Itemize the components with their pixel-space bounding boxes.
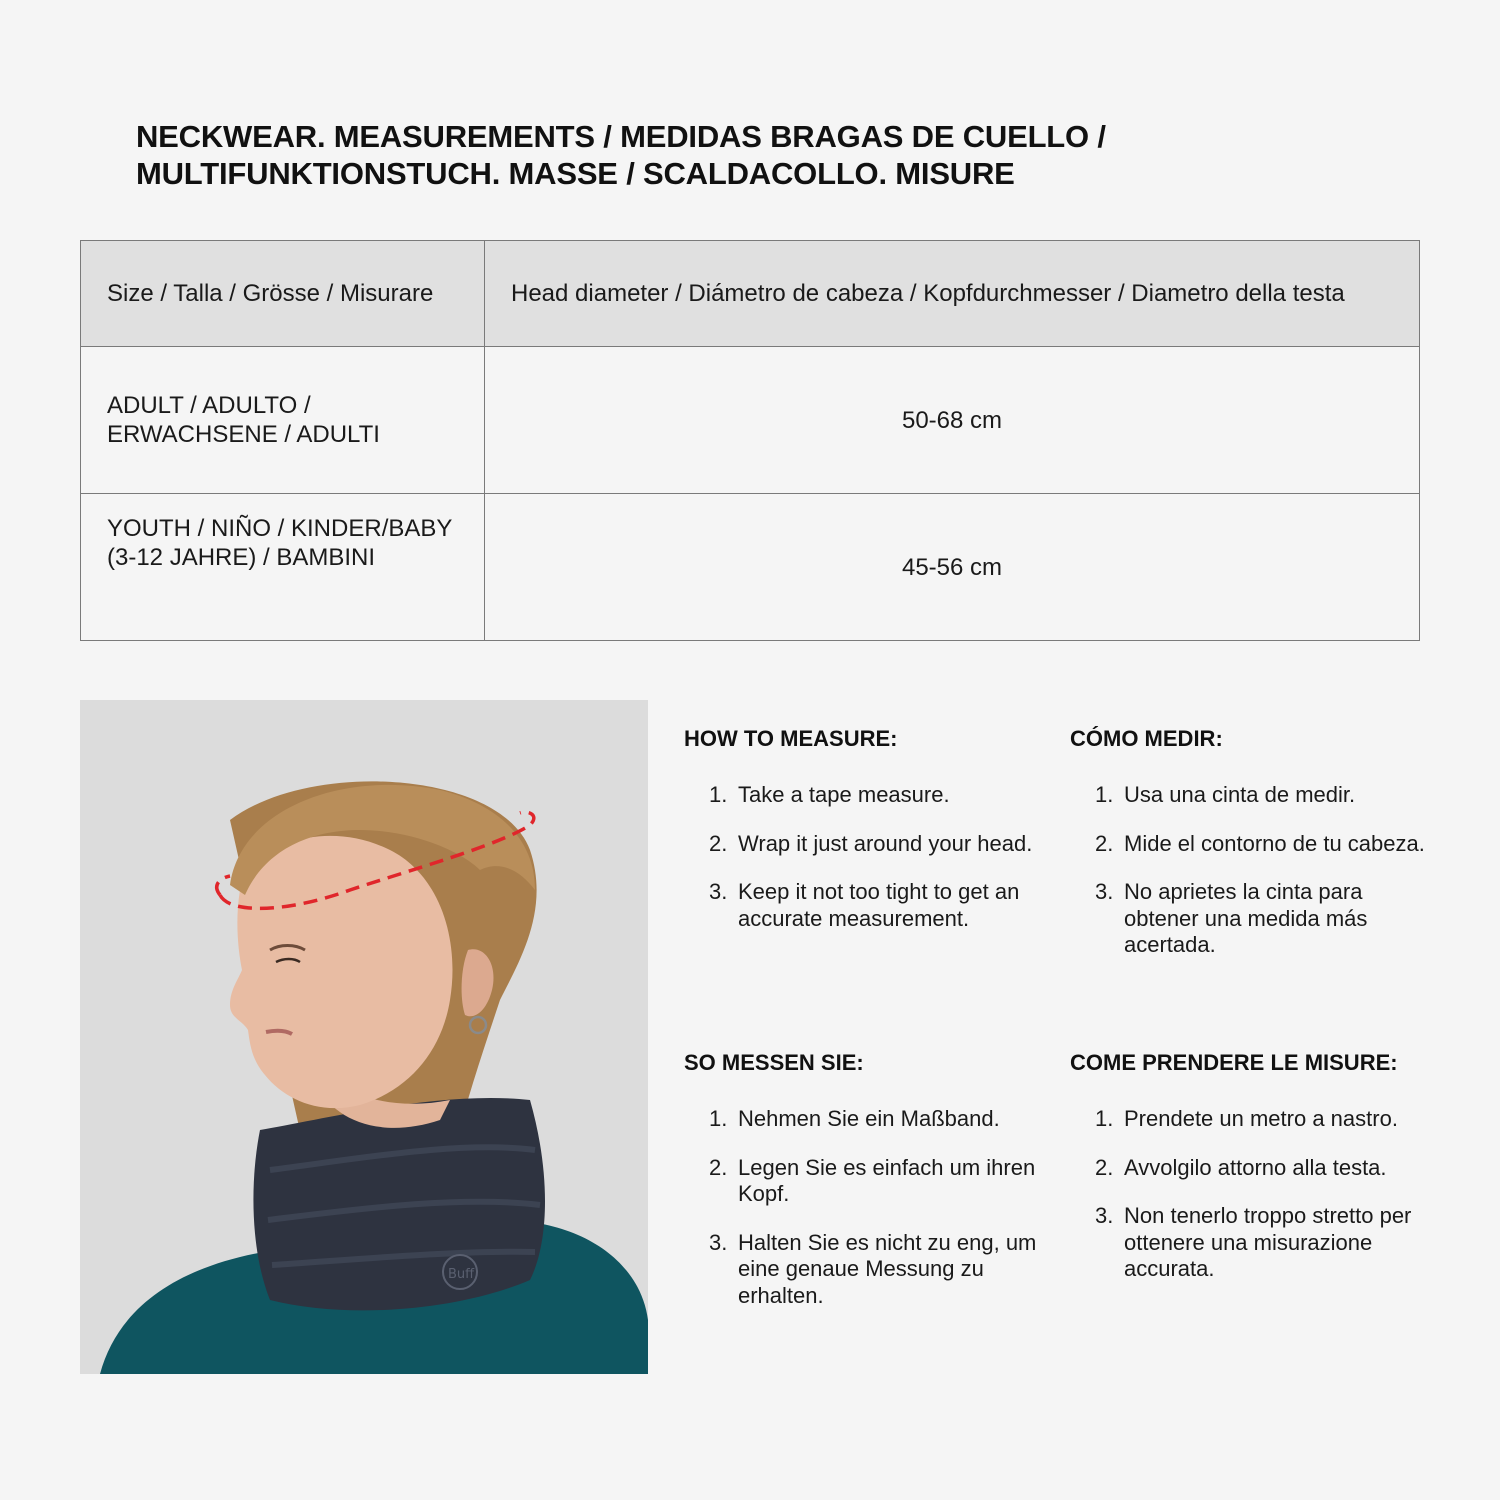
header-size: Size / Talla / Grösse / Misurare (81, 241, 485, 347)
list-item (684, 1106, 1044, 1133)
steps-list (684, 782, 1044, 932)
step-text: Nehmen Sie ein Maßband. (738, 1106, 1000, 1131)
steps-list (1070, 782, 1430, 959)
step-text: Mide el contorno de tu cabeza. (1124, 830, 1425, 856)
step-text: Wrap it just around your head. (738, 830, 1033, 856)
step-number: 3. (709, 879, 728, 904)
page-title-line-1: NECKWEAR. MEASUREMENTS / MEDIDAS BRAGAS DE CUELLO / (136, 119, 1106, 154)
size-label-line: YOUTH / NIÑO / KINDER/BABY (107, 515, 453, 542)
table-row (81, 347, 1420, 494)
step-number: 2. (1095, 830, 1114, 856)
list-item (684, 879, 1044, 932)
size-cell-adult (81, 347, 485, 494)
face (230, 836, 453, 1108)
size-label-line: ADULT / ADULTO / (107, 392, 311, 419)
list-item (1070, 831, 1430, 858)
diameter-value-adult: 50-68 cm (485, 347, 1420, 494)
page-title (136, 118, 1366, 192)
how-to-measure-es (1070, 726, 1430, 981)
steps-list (684, 1106, 1044, 1309)
list-item (684, 1230, 1044, 1310)
step-number: 1. (1095, 782, 1114, 807)
how-to-measure-de (684, 1050, 1044, 1331)
model-photo (80, 700, 648, 1374)
page-title-line-2: MULTIFUNKTIONSTUCH. MASSE / SCALDACOLLO. MISURE (136, 156, 1015, 191)
list-item (1070, 1106, 1430, 1133)
step-text: Usa una cinta de medir. (1124, 782, 1356, 807)
step-text: Prendete un metro a nastro. (1124, 1106, 1398, 1131)
step-text: Legen Sie es einfach um ihren Kopf. (738, 1154, 1036, 1206)
list-item (684, 782, 1044, 809)
list-item (1070, 782, 1430, 809)
section-heading: CÓMO MEDIR: (1070, 726, 1223, 751)
size-table (80, 240, 1420, 641)
step-number: 1. (1095, 1106, 1114, 1131)
table-row (81, 494, 1420, 641)
step-number: 1. (709, 782, 728, 807)
how-to-measure-it (1070, 1050, 1430, 1305)
model-illustration (80, 700, 648, 1374)
step-number: 2. (1095, 1154, 1114, 1180)
diameter-value-youth: 45-56 cm (485, 494, 1420, 641)
how-to-measure-en (684, 726, 1044, 954)
step-text: Halten Sie es nicht zu eng, um eine genaue Messung zu erhalten. (738, 1229, 1037, 1308)
steps-list (1070, 1106, 1430, 1283)
list-item (684, 831, 1044, 858)
header-head-diameter: Head diameter / Diámetro de cabeza / Kopfdurchmesser / Diametro della testa (485, 241, 1420, 347)
table-header-row (81, 241, 1420, 347)
step-number: 1. (709, 1106, 728, 1131)
brand-logo: Buff (448, 1267, 475, 1282)
size-label-line: ERWACHSENE / ADULTI (107, 421, 380, 448)
step-number: 2. (709, 1154, 728, 1180)
list-item (1070, 1155, 1430, 1182)
step-text: Keep it not too tight to get an accurate measurement. (738, 879, 1020, 931)
list-item (1070, 1203, 1430, 1283)
section-heading: COME PRENDERE LE MISURE: (1070, 1050, 1398, 1075)
list-item (684, 1155, 1044, 1208)
size-cell-youth (81, 494, 485, 641)
section-heading: SO MESSEN SIE: (684, 1050, 864, 1075)
step-number: 3. (1095, 879, 1114, 904)
step-text: Non tenerlo troppo stretto per ottenere una misurazione accurata. (1124, 1203, 1412, 1281)
step-number: 3. (1095, 1203, 1114, 1228)
size-label-line: (3-12 JAHRE) / BAMBINI (107, 544, 376, 571)
step-number: 3. (709, 1229, 728, 1255)
step-text: No aprietes la cinta para obtener una medida más acertada. (1124, 879, 1368, 957)
step-text: Avvolgilo attorno alla testa. (1124, 1154, 1387, 1180)
list-item (1070, 879, 1430, 959)
step-number: 2. (709, 830, 728, 856)
step-text: Take a tape measure. (738, 782, 950, 807)
section-heading: HOW TO MEASURE: (684, 726, 898, 751)
